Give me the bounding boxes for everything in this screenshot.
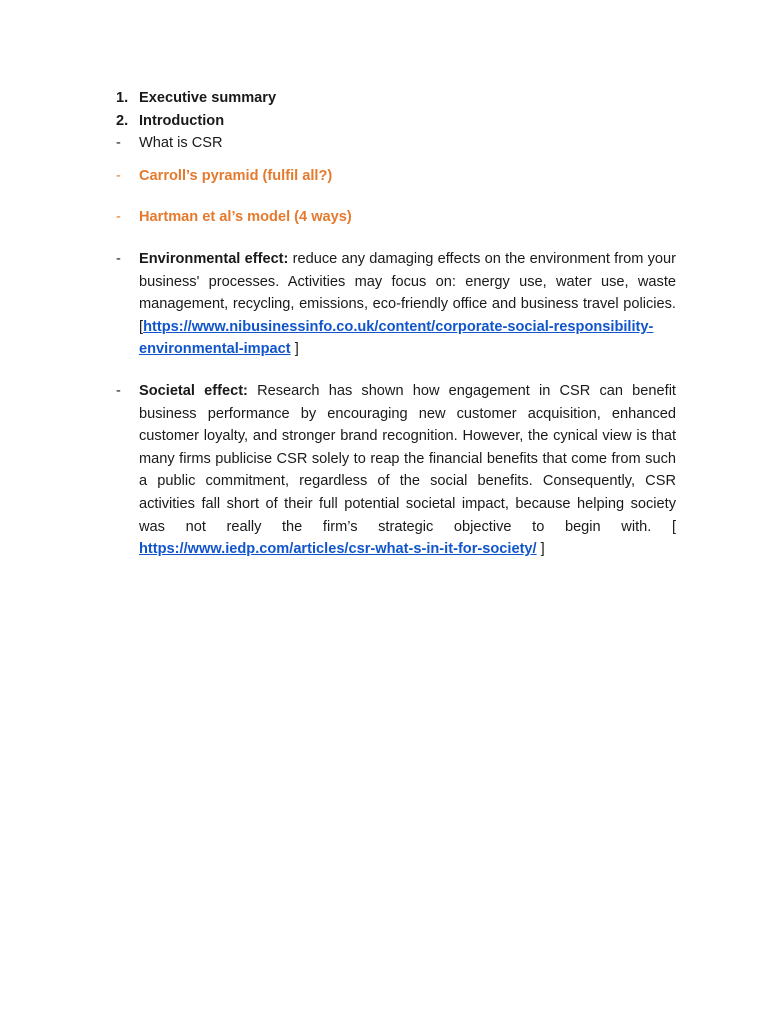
open-bracket: [ — [139, 318, 144, 335]
societal-body: Research has shown how engagement in CSR can benefit business performance by encouraging new customer acquisition, enhanced customer loyalty, and stronger brand recognition. However, the cynical view is that many firms publicise CSR solely to reap the financial benefits that come from such a public commitment, regardless of the social benefits. Consequently, CSR activities fall short of their full potential societal impact, because helping society was not really the firm’s strategic objective to begin with. — [139, 382, 676, 535]
dash-bullet: - — [116, 250, 121, 267]
paragraph-societal — [139, 383, 676, 557]
dash-bullet: - — [116, 167, 121, 184]
bullet-carroll-pyramid — [112, 165, 676, 188]
societal-source-link[interactable]: https://www.iedp.com/articles/csr-what-s-in-it-for-society/ — [139, 541, 537, 558]
dash-bullet: - — [116, 382, 121, 399]
bullet-what-is-csr — [112, 132, 676, 155]
outline-item-label: Executive summary — [139, 90, 277, 106]
environmental-heading: Environmental effect: — [139, 250, 289, 267]
list-number: 1. — [116, 90, 129, 106]
bullet-societal-effect — [112, 380, 676, 561]
paragraph-environmental — [139, 251, 676, 357]
open-bracket: [ — [671, 518, 676, 535]
list-number: 2. — [116, 112, 129, 129]
bullet-text: What is CSR — [139, 135, 223, 152]
outline-item-label: Introduction — [139, 112, 225, 129]
environmental-source-link[interactable]: https://www.nibusinessinfo.co.uk/content/corporate-social-responsibility-environmental-impact — [139, 318, 654, 358]
outline-item-executive-summary — [112, 87, 676, 110]
outline-item-introduction — [112, 110, 676, 133]
close-bracket: ] — [536, 541, 545, 558]
dash-bullet: - — [116, 209, 121, 226]
bullet-text: Carroll’s pyramid (fulfil all?) — [139, 167, 333, 184]
bullet-hartman-model — [112, 206, 676, 229]
dash-bullet: - — [116, 135, 121, 152]
societal-heading: Societal effect: — [139, 382, 248, 399]
bullet-environmental-effect — [112, 248, 676, 361]
bullet-text: Hartman et al’s model (4 ways) — [139, 209, 352, 226]
environmental-body: reduce any damaging effects on the environment from your business' processes. Activities may focus on: energy use, water use, waste management, recycling, emissions, eco-friendly office and business travel policies. — [139, 250, 676, 313]
close-bracket: ] — [290, 341, 299, 358]
document-content — [112, 87, 676, 561]
